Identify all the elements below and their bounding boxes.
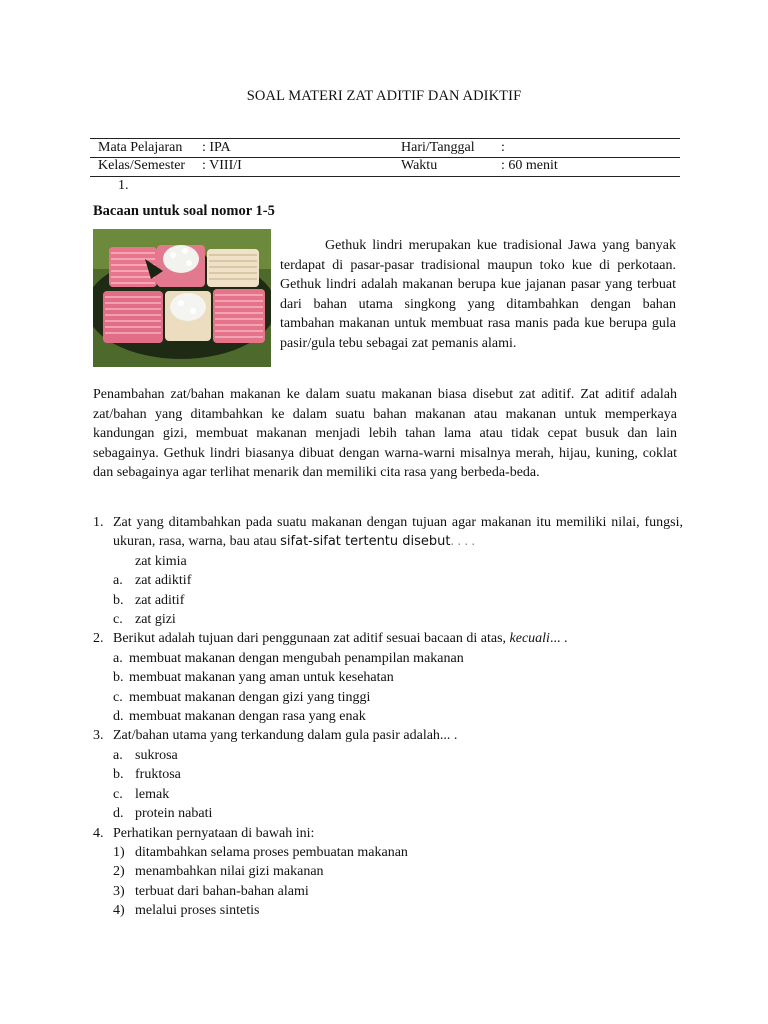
option-text: zat kimia: [135, 553, 187, 569]
question-2: [93, 629, 683, 726]
question-4: [93, 824, 683, 921]
option-text: membuat makanan yang aman untuk kesehatan: [129, 670, 394, 686]
option-label: b.: [113, 767, 124, 783]
question-number: 2.: [93, 631, 104, 647]
question-stem: [93, 513, 683, 552]
option-text: zat adiktif: [135, 573, 192, 589]
statement-1: [93, 843, 683, 862]
question-text: [113, 629, 683, 648]
option-label: d.: [113, 806, 124, 822]
option-text: protein nabati: [135, 806, 213, 822]
option-label: a.: [113, 747, 123, 763]
question-text: Perhatikan pernyataan di bawah ini:: [113, 825, 315, 841]
option-text: membuat makanan dengan mengubah penampilan makanan: [129, 650, 464, 666]
statement-4: [93, 901, 683, 920]
question-stem: [93, 726, 683, 745]
option-text: membuat makanan dengan gizi yang tinggi: [129, 689, 371, 705]
question-3: [93, 726, 683, 823]
option-d[interactable]: [93, 707, 683, 726]
question-text-italic: kecuali: [509, 631, 550, 647]
question-text: Zat/bahan utama yang terkandung dalam gula pasir adalah... .: [113, 728, 458, 744]
question-text-part-a: Berikut adalah tujuan dari penggunaan zat aditif sesuai bacaan di atas,: [113, 631, 510, 647]
statement-2: [93, 862, 683, 881]
question-list: [93, 513, 683, 921]
main-paragraph: Penambahan zat/bahan makanan ke dalam suatu makanan biasa disebut zat aditif. Zat aditif adalah zat/bahan yang ditambahkan ke dalam suatu bahan makanan atau makanan untuk memperkaya kandungan gizi, membuat makanan menjadi lebih tahan lama atau tidak cepat busuk dan lain sebagainya. Gethuk lindri biasanya dibuat dengan warna-warni misalnya merah, hijau, kuning, coklat dan sebagainya agar terlihat menarik dan memiliki cita rasa yang berbeda-beda.: [93, 387, 677, 481]
option-label: c.: [113, 689, 123, 705]
subject-label: Mata Pelajaran: [98, 140, 183, 155]
question-number: 4.: [93, 825, 104, 841]
option-c[interactable]: [93, 785, 683, 804]
info-row-2-right: [401, 158, 558, 174]
time-label: Waktu: [401, 158, 438, 173]
info-row-2: [98, 158, 242, 174]
option-a[interactable]: [93, 649, 683, 668]
option-text: membuat makanan dengan rasa yang enak: [129, 709, 366, 725]
option-b[interactable]: [93, 765, 683, 784]
question-text-part-a: Zat yang ditambahkan pada suatu makanan dengan tujuan agar makanan itu memiliki nilai, fungsi, ukuran, rasa, warna, bau atau: [113, 515, 683, 550]
statement-text: ditambahkan selama proses pembuatan makanan: [135, 844, 408, 860]
question-stem: [93, 824, 683, 843]
header-rule-top: [90, 138, 680, 139]
day-label: Hari/Tanggal: [401, 140, 475, 155]
gethuk-lindri-illustration: [93, 229, 271, 367]
option-text: zat gizi: [135, 612, 176, 628]
statement-label: 2): [113, 864, 125, 880]
statement-3: [93, 882, 683, 901]
option-c[interactable]: [93, 610, 683, 629]
statement-label: 1): [113, 844, 125, 860]
question-ellipsis: . . . .: [450, 534, 475, 550]
day-value: :: [501, 140, 505, 155]
option-text: sukrosa: [135, 747, 178, 763]
gethuk-lindri-photo: [93, 229, 271, 367]
question-stem: [93, 629, 683, 648]
statement-text: menambahkan nilai gizi makanan: [135, 864, 324, 880]
info-row-1-right: [401, 140, 505, 156]
option-text: lemak: [135, 786, 170, 802]
info-row-1: [98, 140, 231, 156]
option-b[interactable]: [93, 591, 683, 610]
option-c[interactable]: [93, 688, 683, 707]
option-b[interactable]: [93, 668, 683, 687]
intro-text: Gethuk lindri merupakan kue tradisional Jawa yang banyak terdapat di pasar-pasar tradisional maupun toko kue di perkotaan. Gethuk lindri adalah makanan berupa kue jajanan pasar yang terbuat dari bahan utama singkong yang ditambahkan dengan bahan tambahan makanan untuk membuat rasa manis pada kue berupa gula pasir/gula tebu sebagai zat pemanis alami.: [280, 238, 676, 351]
statement-text: melalui proses sintetis: [135, 903, 260, 919]
option-a[interactable]: [93, 571, 683, 590]
option-label: d.: [113, 709, 124, 725]
question-text-part-b: sifat-sifat tertentu disebut: [280, 534, 451, 550]
document-title: SOAL MATERI ZAT ADITIF DAN ADIKTIF: [246, 88, 522, 104]
statement-label: 4): [113, 903, 125, 919]
statement-label: 3): [113, 883, 125, 899]
question-number: 1.: [93, 515, 104, 530]
option-label: a.: [113, 573, 123, 589]
option-d[interactable]: [93, 804, 683, 823]
subject-value: : IPA: [202, 140, 231, 155]
stray-number: 1.: [118, 178, 129, 193]
intro-paragraph: [280, 236, 676, 354]
option-text: fruktosa: [135, 767, 181, 783]
option-label: c.: [113, 612, 123, 628]
header-rule-bottom: [90, 176, 680, 177]
class-value: : VIII/I: [202, 158, 242, 173]
question-1: [93, 513, 683, 629]
option-a[interactable]: [93, 746, 683, 765]
question-text: [113, 513, 683, 552]
option-unlabeled[interactable]: [93, 552, 683, 571]
question-number: 3.: [93, 728, 104, 744]
option-label: b.: [113, 670, 124, 686]
option-label: a.: [113, 650, 123, 666]
class-label: Kelas/Semester: [98, 158, 186, 173]
time-value: : 60 menit: [501, 158, 558, 173]
option-label: b.: [113, 592, 124, 608]
option-text: zat aditif: [135, 592, 185, 608]
option-label: c.: [113, 786, 123, 802]
section-heading: Bacaan untuk soal nomor 1-5: [93, 203, 275, 219]
statement-text: terbuat dari bahan-bahan alami: [135, 883, 309, 899]
question-text-end: ... .: [549, 631, 568, 647]
